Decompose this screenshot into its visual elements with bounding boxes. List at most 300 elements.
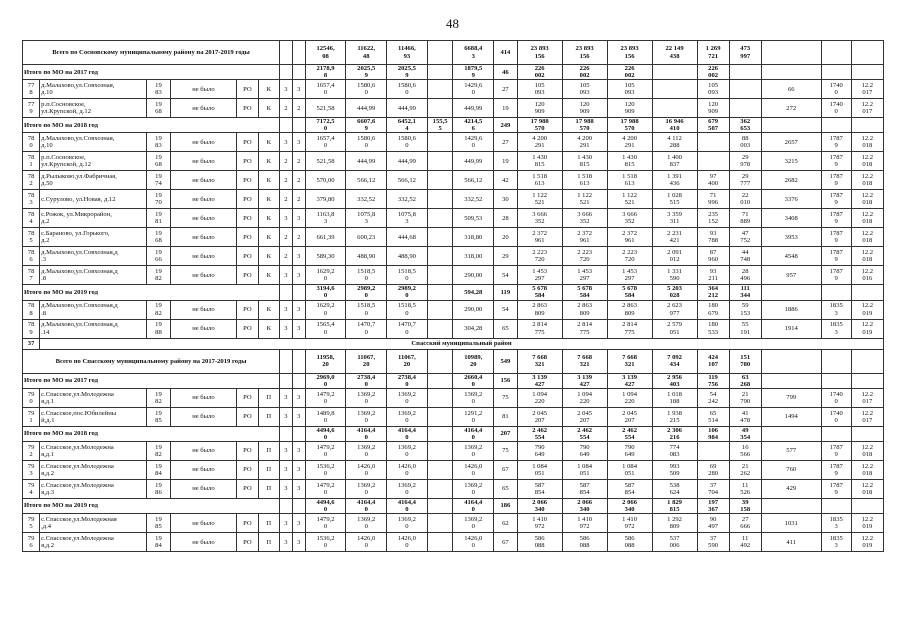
cost-municipal: 11 492 [729,533,761,552]
area-nonresidential [427,247,453,266]
area-private: 4164,4 0 [453,426,494,441]
wall-material: РО [237,533,258,552]
last-repair: не было [170,319,236,338]
specific-cost [761,41,821,65]
cost-financed: 2 223 720 [562,247,607,266]
area-residential: 332,52 [387,190,428,209]
cost-region: 93 788 [697,228,729,247]
cost-fund: 120 909 [607,99,652,118]
area-rooms: 1369,2 0 [346,407,387,426]
cost-region: 120 909 [697,99,729,118]
residents: 156 [494,373,518,388]
cost-financed: 4 200 291 [562,133,607,152]
area-nonresidential [427,441,453,460]
cost-total: 2 462 554 [517,426,562,441]
deadline: 12.2 017 [851,99,883,118]
area-private: 1429,6 0 [453,80,494,99]
deadline [851,498,883,513]
total-area: 1163,8 3 [305,209,346,228]
area-private: 318,00 [453,247,494,266]
area-nonresidential [427,190,453,209]
cost-fund: 3 666 352 [607,209,652,228]
last-repair: не было [170,266,236,285]
last-repair: не было [170,133,236,152]
build-year: 19 82 [147,388,171,407]
cost-financed: 226 002 [562,65,607,80]
entrances: 2 [292,171,305,190]
max-cost: 1835 3 [821,514,851,533]
cost-financed: 2 462 554 [562,426,607,441]
cost-fund: 2 372 961 [607,228,652,247]
floors: 3 [280,266,293,285]
wall-type: К [258,99,279,118]
cost-financed: 2 863 809 [562,300,607,319]
deadline: 12.2 018 [851,152,883,171]
deadline [851,118,883,133]
deadline: 12.2 018 [851,247,883,266]
residents: 29 [494,247,518,266]
last-repair: не было [170,152,236,171]
cost-owners: 537 006 [652,533,697,552]
residents: 75 [494,388,518,407]
cost-financed: 2 045 207 [562,407,607,426]
empty-cell [292,285,305,300]
address: д.Малахово,ул.Совхозная,д .8 [40,300,147,319]
entrances: 3 [292,407,305,426]
max-cost: 1787 9 [821,133,851,152]
table-row [23,228,884,247]
area-private: 10989, 20 [453,349,494,373]
area-residential: 2025,5 9 [387,65,428,80]
cost-financed: 3 139 427 [562,373,607,388]
cost-municipal: 49 354 [729,426,761,441]
floors: 3 [280,133,293,152]
table-row [23,209,884,228]
cost-region: 37 590 [697,533,729,552]
wall-material: РО [237,228,258,247]
area-rooms: 2025,5 9 [346,65,387,80]
deadline [851,65,883,80]
last-repair: не было [170,441,236,460]
deadline: 12.2 018 [851,479,883,498]
cost-fund: 2 863 809 [607,300,652,319]
cost-region: 1 269 721 [697,41,729,65]
wall-material: РО [237,460,258,479]
floors: 3 [280,460,293,479]
cost-municipal: 59 153 [729,300,761,319]
row-number: 78 7 [23,266,40,285]
cost-fund: 4 200 291 [607,133,652,152]
residents: 46 [494,65,518,80]
deadline: 12.2 018 [851,190,883,209]
max-cost: 1740 0 [821,407,851,426]
build-year: 19 68 [147,99,171,118]
cost-municipal: 28 496 [729,266,761,285]
table-row [23,479,884,498]
area-nonresidential [427,152,453,171]
cost-total: 17 988 570 [517,118,562,133]
cost-municipal: 55 191 [729,319,761,338]
entrances: 3 [292,460,305,479]
empty-cell [280,285,293,300]
area-private: 332,52 [453,190,494,209]
cost-owners: 2 091 012 [652,247,697,266]
area-residential: 444,99 [387,99,428,118]
empty-cell [292,498,305,513]
cost-total: 1 084 051 [517,460,562,479]
wall-type: К [258,80,279,99]
row-number: 78 4 [23,209,40,228]
cost-financed: 2 372 961 [562,228,607,247]
table-row [23,266,884,285]
area-private: 304,28 [453,319,494,338]
entrances: 2 [292,152,305,171]
area-residential: 4164,4 0 [387,498,428,513]
area-rooms: 1518,5 0 [346,300,387,319]
total-area: 12546, 08 [305,41,346,65]
deadline: 12.2 016 [851,266,883,285]
specific-cost [761,349,821,373]
cost-region: 71 996 [697,190,729,209]
cost-financed: 1 094 220 [562,388,607,407]
area-rooms: 4164,4 0 [346,426,387,441]
build-year: 19 84 [147,460,171,479]
area-residential: 1518,5 0 [387,266,428,285]
wall-material: РО [237,209,258,228]
cost-region: 106 984 [697,426,729,441]
summary-row [23,65,884,80]
area-nonresidential [427,65,453,80]
deadline: 12.2 019 [851,533,883,552]
area-private: 318,80 [453,228,494,247]
max-cost [821,285,851,300]
cost-region: 226 002 [697,65,729,80]
specific-cost: 799 [761,388,821,407]
cost-fund: 2 045 207 [607,407,652,426]
residents: 249 [494,118,518,133]
wall-material: РО [237,319,258,338]
area-rooms: 11622, 48 [346,41,387,65]
cost-municipal: 27 666 [729,514,761,533]
specific-cost: 1886 [761,300,821,319]
address: р.п.Сосновское, ул.Крупской, д.12 [40,152,147,171]
summary-row [23,285,884,300]
specific-cost: 429 [761,479,821,498]
area-nonresidential [427,209,453,228]
cost-total: 120 909 [517,99,562,118]
cost-financed: 1 430 815 [562,152,607,171]
specific-cost [761,118,821,133]
cost-owners: 993 509 [652,460,697,479]
area-private: 1369,2 0 [453,441,494,460]
area-nonresidential [427,266,453,285]
cost-financed: 3 666 352 [562,209,607,228]
total-area: 1479,2 0 [305,479,346,498]
cost-fund: 5 678 584 [607,285,652,300]
cost-region: 65 514 [697,407,729,426]
table-row [23,514,884,533]
cost-total: 5 678 584 [517,285,562,300]
wall-material: РО [237,171,258,190]
cost-municipal: 362 653 [729,118,761,133]
municipality-header-row [23,338,884,349]
total-area: 1565,4 0 [305,319,346,338]
residents: 27 [494,80,518,99]
cost-total: 1 430 815 [517,152,562,171]
max-cost [821,426,851,441]
row-number: 79 0 [23,388,40,407]
area-residential: 11466, 93 [387,41,428,65]
empty-cell [280,118,293,133]
residents: 67 [494,460,518,479]
cost-municipal: 47 752 [729,228,761,247]
entrances: 3 [292,80,305,99]
cost-fund: 1 453 297 [607,266,652,285]
area-private: 1369,2 0 [453,388,494,407]
cost-municipal: 473 997 [729,41,761,65]
cost-total: 1 122 521 [517,190,562,209]
cost-financed: 587 854 [562,479,607,498]
table-row [23,300,884,319]
cost-owners: 1 829 815 [652,498,697,513]
last-repair: не было [170,171,236,190]
residents: 207 [494,426,518,441]
deadline: 12.2 018 [851,171,883,190]
area-nonresidential [427,388,453,407]
cost-owners: 2 579 051 [652,319,697,338]
max-cost: 1787 9 [821,190,851,209]
address: с.Рожок, ул.Микрорайон, д.2 [40,209,147,228]
area-residential: 1369,2 0 [387,441,428,460]
specific-cost: 1494 [761,407,821,426]
last-repair: не было [170,388,236,407]
cost-fund: 587 854 [607,479,652,498]
cost-financed: 1 410 972 [562,514,607,533]
row-number: 78 3 [23,190,40,209]
cost-region: 93 211 [697,266,729,285]
cost-fund: 105 093 [607,80,652,99]
total-area: 661,39 [305,228,346,247]
floors: 3 [280,441,293,460]
cost-region: 87 960 [697,247,729,266]
address: с.Спасское,ул.Молодежна я,д.1 [40,388,147,407]
cost-fund: 1 084 051 [607,460,652,479]
cost-owners: 774 083 [652,441,697,460]
summary-row [23,118,884,133]
floors: 2 [280,247,293,266]
build-year: 19 82 [147,441,171,460]
cost-financed: 1 518 613 [562,171,607,190]
wall-type: П [258,407,279,426]
max-cost [821,373,851,388]
specific-cost: 3215 [761,152,821,171]
area-nonresidential: 155,5 5 [427,118,453,133]
cost-owners: 538 624 [652,479,697,498]
area-residential: 566,12 [387,171,428,190]
cost-municipal: 29 978 [729,152,761,171]
address: с.Спасское,ул.Молодежна я,д.2 [40,460,147,479]
last-repair: не было [170,300,236,319]
deadline [851,41,883,65]
max-cost: 1787 9 [821,441,851,460]
area-private: 509,53 [453,209,494,228]
residents: 30 [494,190,518,209]
area-rooms: 1580,6 0 [346,80,387,99]
cost-owners: 16 946 410 [652,118,697,133]
table-row [23,99,884,118]
floors: 2 [280,171,293,190]
specific-cost: 272 [761,99,821,118]
entrances: 3 [292,388,305,407]
cost-total: 23 893 156 [517,41,562,65]
deadline: 12.2 018 [851,133,883,152]
wall-type: П [258,460,279,479]
table-row [23,152,884,171]
max-cost: 1787 9 [821,152,851,171]
deadline: 12.2 018 [851,209,883,228]
cost-owners: 1 938 215 [652,407,697,426]
table-row [23,133,884,152]
summary-label: Итого по МО на 2017 год [23,373,280,388]
area-nonresidential [427,498,453,513]
total-area: 1489,8 0 [305,407,346,426]
deadline: 12.2 018 [851,228,883,247]
cost-fund: 2 066 340 [607,498,652,513]
deadline: 12.2 017 [851,388,883,407]
specific-cost: 1914 [761,319,821,338]
residents: 19 [494,99,518,118]
build-year: 19 84 [147,533,171,552]
area-private: 290,00 [453,300,494,319]
cost-owners: 1 400 837 [652,152,697,171]
cost-financed: 790 649 [562,441,607,460]
last-repair: не было [170,190,236,209]
address: с.Спасское,ул.Молодежна я,д.2 [40,533,147,552]
build-year: 19 88 [147,319,171,338]
area-nonresidential [427,514,453,533]
address: д.Малахово,ул.Совхозная,д .14 [40,319,147,338]
wall-type: К [258,190,279,209]
table-row [23,80,884,99]
wall-material: РО [237,80,258,99]
cost-municipal: 22 010 [729,190,761,209]
deadline: 12.2 019 [851,514,883,533]
cost-region: 69 280 [697,460,729,479]
max-cost [821,65,851,80]
row-number: 78 2 [23,171,40,190]
empty-cell [280,498,293,513]
max-cost: 1787 9 [821,479,851,498]
build-year: 19 85 [147,514,171,533]
total-area: 1657,4 0 [305,80,346,99]
specific-cost: 411 [761,533,821,552]
total-area: 570,00 [305,171,346,190]
area-residential: 1369,2 0 [387,479,428,498]
cost-owners: 2 231 421 [652,228,697,247]
cost-municipal [729,65,761,80]
row-number: 78 6 [23,247,40,266]
address: с.Бараново, ул.Горького, д.2 [40,228,147,247]
wall-material: РО [237,133,258,152]
entrances: 2 [292,99,305,118]
build-year: 19 81 [147,209,171,228]
area-nonresidential [427,171,453,190]
cost-municipal: 63 268 [729,373,761,388]
area-residential: 1426,0 0 [387,533,428,552]
max-cost: 1787 9 [821,171,851,190]
total-area: 3194,6 0 [305,285,346,300]
row-number: 78 9 [23,319,40,338]
max-cost [821,349,851,373]
area-nonresidential [427,285,453,300]
area-residential: 1580,6 0 [387,133,428,152]
cost-total: 2 814 775 [517,319,562,338]
area-rooms: 600,23 [346,228,387,247]
page-number: 48 [446,16,459,31]
cost-total: 226 002 [517,65,562,80]
build-year: 19 82 [147,300,171,319]
total-area: 521,58 [305,152,346,171]
specific-cost [761,426,821,441]
build-year: 19 85 [147,407,171,426]
cost-financed: 17 988 570 [562,118,607,133]
area-rooms: 1369,2 0 [346,479,387,498]
cost-total: 4 200 291 [517,133,562,152]
cost-financed: 105 093 [562,80,607,99]
total-area: 1479,2 0 [305,514,346,533]
area-nonresidential [427,80,453,99]
floors: 3 [280,533,293,552]
area-residential: 1580,6 0 [387,80,428,99]
deadline: 12.2 018 [851,441,883,460]
deadline: 12.2 019 [851,300,883,319]
row-number: 79 4 [23,479,40,498]
empty-cell [280,349,293,373]
table-row [23,171,884,190]
row-number: 78 5 [23,228,40,247]
cost-fund: 1 094 220 [607,388,652,407]
entrances: 3 [292,514,305,533]
residents: 414 [494,41,518,65]
area-rooms: 332,52 [346,190,387,209]
total-area: 1479,2 0 [305,441,346,460]
cost-fund: 790 649 [607,441,652,460]
housing-register-table [22,40,884,552]
area-nonresidential [427,319,453,338]
floors: 2 [280,190,293,209]
address: с.Спасское,ул.Молодежна я,д.3 [40,479,147,498]
entrances: 2 [292,190,305,209]
wall-type: П [258,514,279,533]
last-repair: не было [170,209,236,228]
residents: 81 [494,407,518,426]
cost-owners [652,80,697,99]
municipality-title: Спасский муниципальный район [40,338,884,349]
address: д.Малахово,ул.Совхозная, д.10 [40,133,147,152]
cost-total: 2 223 720 [517,247,562,266]
floors: 2 [280,99,293,118]
cost-financed: 1 084 051 [562,460,607,479]
summary-row [23,41,884,65]
deadline [851,426,883,441]
cost-owners: 22 149 438 [652,41,697,65]
cost-region: 235 152 [697,209,729,228]
cost-region [697,133,729,152]
cost-financed: 7 668 321 [562,349,607,373]
cost-region: 180 533 [697,319,729,338]
total-area: 1536,2 0 [305,533,346,552]
area-rooms: 6607,6 9 [346,118,387,133]
